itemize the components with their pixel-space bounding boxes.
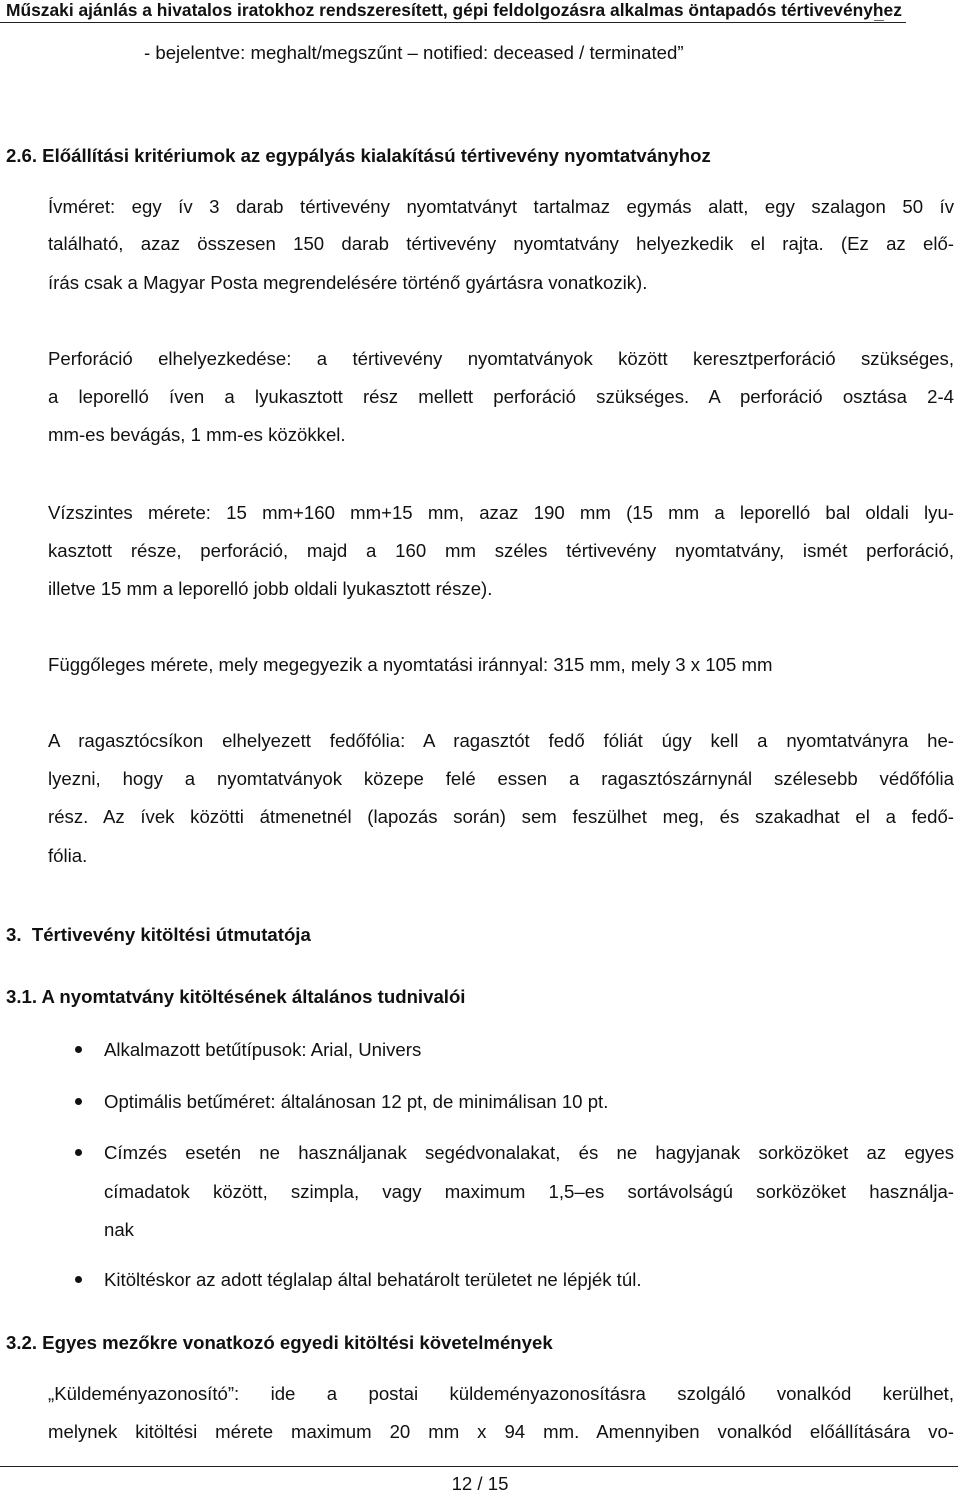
section-heading-2-6: 2.6. Előállítási kritériumok az egypályás kialakítású tértivevény nyomtatványhoz (6, 145, 711, 166)
page-number: 12 / 15 (451, 1473, 509, 1494)
paragraph-line: a leporelló íven a lyukasztott rész mellett perforáció szükséges. A perforáció osztása 2-4 (48, 386, 954, 407)
running-header-title: Műszaki ajánlás a hivatalos iratokhoz rendszeresített, gépi feldolgozásra alkalmas öntapadós tértivevényhez (6, 0, 902, 20)
bullet-icon (75, 1149, 82, 1156)
running-header (0, 0, 906, 23)
bullet-icon (75, 1046, 82, 1053)
section-heading-3-1: 3.1. A nyomtatvány kitöltésének általános tudnivalói (6, 986, 466, 1007)
paragraph-line: Perforáció elhelyezkedése: a tértivevény nyomtatványok között keresztperforáció szükséges, (48, 348, 954, 369)
paragraph-line: Függőleges mérete, mely megegyezik a nyomtatási iránnyal: 315 mm, mely 3 x 105 mm (48, 654, 773, 675)
paragraph-line: A ragasztócsíkon elhelyezett fedőfólia: A ragasztót fedő fóliát úgy kell a nyomtatványra he- (48, 730, 954, 751)
paragraph-line: „Küldeményazonosító”: ide a postai küldeményazonosításra szolgáló vonalkód kerülhet, (48, 1383, 954, 1404)
paragraph-line: található, azaz összesen 150 darab tértivevény nyomtatvány helyezkedik el rajta. (Ez az elő- (48, 233, 954, 254)
paragraph-line: fólia. (48, 845, 88, 866)
status-line: - bejelentve: meghalt/megszűnt – notified: deceased / terminated” (144, 42, 684, 63)
bullet-icon (75, 1276, 82, 1283)
paragraph-line: mm-es bevágás, 1 mm-es közökkel. (48, 424, 346, 445)
footer-divider (0, 1466, 958, 1467)
list-item-continuation: nak (104, 1219, 134, 1240)
paragraph-line: lyezni, hogy a nyomtatványok közepe felé essen a ragasztószárnynál szélesebb védőfólia (48, 768, 954, 789)
list-item: Alkalmazott betűtípusok: Arial, Univers (104, 1039, 422, 1060)
section-heading-3: 3. Tértivevény kitöltési útmutatója (6, 924, 311, 945)
list-item: Optimális betűméret: általánosan 12 pt, de minimálisan 10 pt. (104, 1091, 609, 1112)
list-item: Kitöltéskor az adott téglalap által behatárolt területet ne lépjék túl. (104, 1269, 642, 1290)
list-item: Címzés esetén ne használjanak segédvonalakat, és ne hagyjanak sorközöket az egyes (104, 1142, 954, 1163)
header-dash (874, 20, 884, 21)
paragraph-line: melynek kitöltési mérete maximum 20 mm x 94 mm. Amennyiben vonalkód előállítására vo- (48, 1421, 954, 1442)
section-heading-3-2: 3.2. Egyes mezőkre vonatkozó egyedi kitöltési követelmények (6, 1332, 553, 1353)
paragraph-line: illetve 15 mm a leporelló jobb oldali lyukasztott része). (48, 578, 493, 599)
paragraph-line: írás csak a Magyar Posta megrendelésére történő gyártásra vonatkozik). (48, 272, 648, 293)
bullet-icon (75, 1098, 82, 1105)
paragraph-line: Vízszintes mérete: 15 mm+160 mm+15 mm, azaz 190 mm (15 mm a leporelló bal oldali lyu- (48, 502, 954, 523)
paragraph-line: rész. Az ívek közötti átmenetnél (lapozás során) sem feszülhet meg, és szakadhat el a fedő- (48, 806, 954, 827)
paragraph-line: Ívméret: egy ív 3 darab tértivevény nyomtatványt tartalmaz egymás alatt, egy szalagon 50 ív (48, 196, 954, 217)
paragraph-line: kasztott része, perforáció, majd a 160 mm széles tértivevény nyomtatvány, ismét perforáció, (48, 540, 954, 561)
list-item-continuation: címadatok között, szimpla, vagy maximum 1,5–es sortávolságú sorközöket használja- (104, 1181, 954, 1202)
